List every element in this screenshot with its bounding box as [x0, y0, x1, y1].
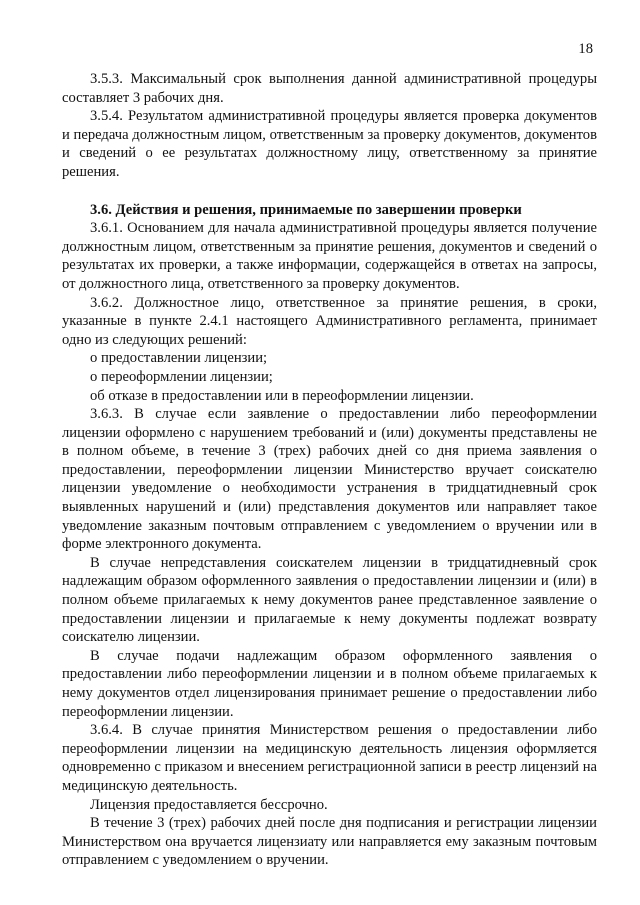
paragraph-3-5-3: 3.5.3. Максимальный срок выполнения данной административной процедуры составляет 3 рабочих дня. [62, 71, 597, 106]
document-body [62, 70, 597, 870]
decision-item: о предоставлении лицензии; [90, 350, 268, 367]
decision-item: о переоформлении лицензии; [90, 368, 273, 385]
paragraph-3-6-4: 3.6.4. В случае принятия Министерством решения о предоставлении либо переоформлении лицензии на медицинскую деятельность лицензия оформляется одновременно с приказом и внесением регистрационной записи в реестр лицензий на медицинскую деятельность. [62, 722, 597, 794]
paragraph-delivery: В течение 3 (трех) рабочих дней после дня подписания и регистрации лицензии Министерством она вручается лицензиату или направляется ему заказным почтовым отправлением с уведомлением о вручении. [62, 815, 597, 869]
decision-item: об отказе в предоставлении или в переоформлении лицензии. [90, 387, 474, 404]
section-spacer [62, 182, 597, 201]
paragraph-3-6-1: 3.6.1. Основанием для начала административной процедуры является получение должностным лицом, ответственным за принятие решения, документов и сведений о результатах их проверки, а также информации, содержащейся в ответах на запросы, от должностного лица, ответственного за проверку документов. [62, 220, 597, 292]
paragraph-indefinite-license: Лицензия предоставляется бессрочно. [90, 796, 328, 813]
page-number: 18 [578, 41, 593, 57]
paragraph-proper-submission: В случае подачи надлежащим образом оформленного заявления о предоставлении либо переоформлении лицензии и в полном объеме прилагаемых к нему документов отдел лицензирования принимает решение о предоставлении либо переоформлении лицензии. [62, 647, 597, 720]
paragraph-non-submission: В случае непредставления соискателем лицензии в тридцатидневный срок надлежащим образом оформленного заявления о предоставлении лицензии и (или) в полном объеме прилагаемых к нему документов ранее представленное заявление о предоставлении лицензии и прилагаемые к нему документы подлежат возврату соискателю лицензии. [62, 554, 597, 646]
paragraph-3-6-2: 3.6.2. Должностное лицо, ответственное за принятие решения, в сроки, указанные в пункте 2.4.1 настоящего Административного регламента, принимает одно из следующих решений: [62, 294, 597, 348]
section-heading-3-6: 3.6. Действия и решения, принимаемые по завершении проверки [90, 201, 522, 218]
paragraph-3-6-3: 3.6.3. В случае если заявление о предоставлении либо переоформлении лицензии оформлено с нарушением требований и (или) документы представлены не в полном объеме, в течение 3 (трех) рабочих дней со дня приема заявления о предоставлении, переоформлении лицензии Министерство вручает соискателю лицензии уведомление о необходимости устранения в тридцатидневный срок выявленных нарушений и (или) представления документов или направляет такое уведомление заказным почтовым отправлением с уведомлением о вручении или в форме электронного документа. [62, 406, 597, 553]
paragraph-3-5-4: 3.5.4. Результатом административной процедуры является проверка документов и передача должностным лицом, ответственным за проверку документов, документов и сведений о ее результатах должностному лицу, ответственному за принятие решения. [62, 108, 597, 180]
